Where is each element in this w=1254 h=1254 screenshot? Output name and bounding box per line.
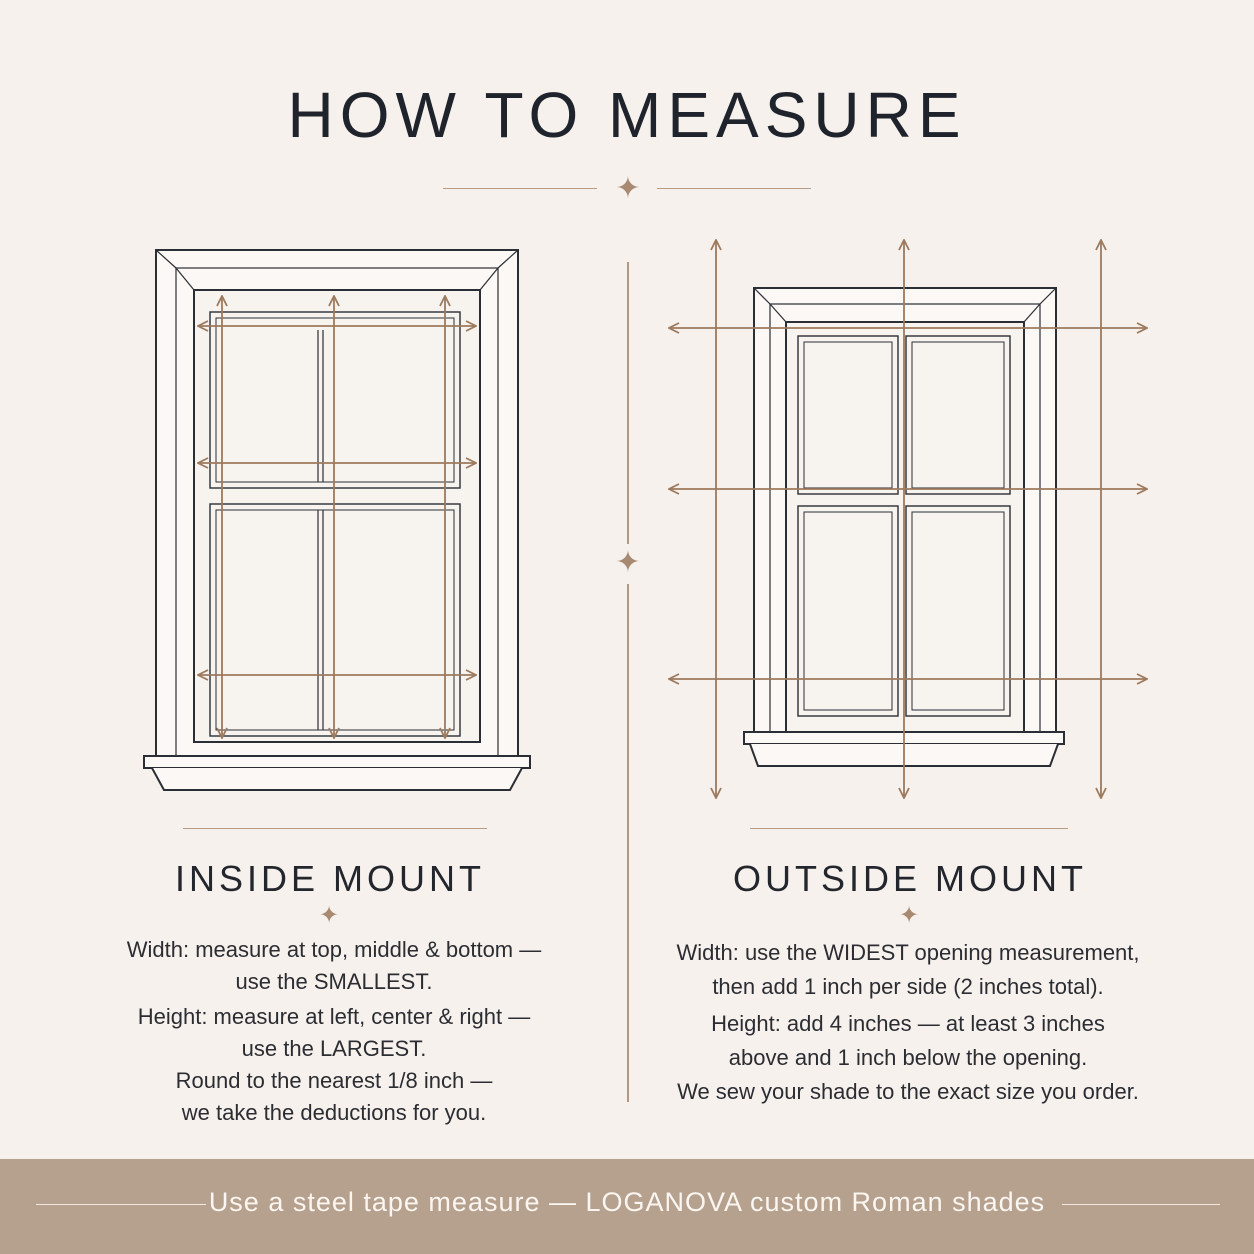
instruction-line: Width: use the WIDEST opening measurement, [676, 940, 1140, 965]
inside-mount-instructions [84, 934, 584, 1129]
inside-mount-window [144, 250, 530, 790]
instruction-line: Round to the nearest 1/8 inch — [175, 1068, 493, 1093]
instruction-line: then add 1 inch per side (2 inches total). [712, 974, 1104, 999]
footer-text: Use a steel tape measure — LOGANOVA custom Roman shades [208, 1187, 1046, 1217]
instruction-line: Width: measure at top, middle & bottom — [126, 937, 542, 962]
instruction-line: above and 1 inch below the opening. [728, 1045, 1088, 1070]
sparkle-icon: ✦ [615, 546, 641, 579]
inside-divider [183, 828, 487, 829]
footer-band [0, 1159, 1254, 1254]
instruction-line: Height: measure at left, center & right — [137, 1004, 531, 1029]
instruction-line: we take the deductions for you. [181, 1100, 487, 1125]
instruction-line: use the LARGEST. [241, 1036, 427, 1061]
instruction-line: use the SMALLEST. [235, 969, 433, 994]
page-title: HOW TO MEASURE [287, 79, 967, 151]
sparkle-icon: ✦ [898, 902, 920, 929]
inside-mount-heading: INSIDE MOUNT [174, 858, 485, 899]
instruction-line: We sew your shade to the exact size you order. [677, 1079, 1139, 1104]
sparkle-icon: ✦ [615, 172, 641, 205]
instruction-line: Height: add 4 inches — at least 3 inches [711, 1011, 1105, 1036]
sparkle-icon: ✦ [318, 902, 340, 929]
outside-divider [750, 828, 1068, 829]
outside-mount-instructions [648, 936, 1168, 1109]
footer-rule-right [1062, 1204, 1220, 1205]
outside-mount-heading: OUTSIDE MOUNT [733, 858, 1087, 899]
